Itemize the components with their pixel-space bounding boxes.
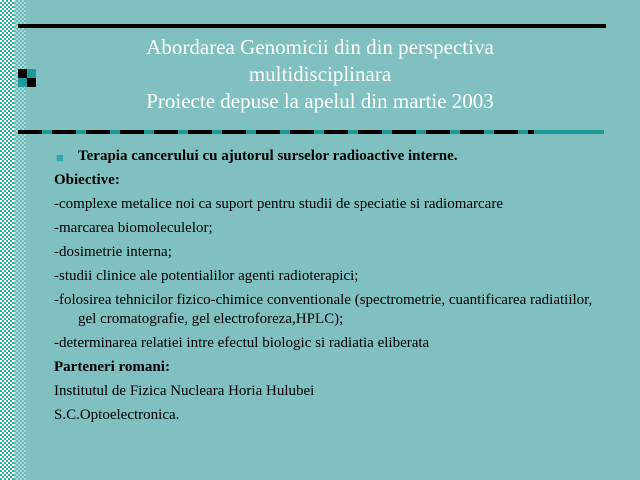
title-line-2: multidisciplinara bbox=[248, 62, 392, 86]
project-title-text: Terapia cancerului cu ajutorul surselor radioactive interne. bbox=[78, 148, 458, 164]
project-title bbox=[54, 147, 614, 166]
top-divider bbox=[18, 24, 606, 28]
objective-item: -dosimetrie interna; bbox=[54, 244, 172, 260]
title-line-3: Proiecte depuse la apelul din martie 2003 bbox=[146, 89, 494, 113]
partners-heading: Parteneri romani: bbox=[54, 359, 170, 375]
partner-item: S.C.Optoelectronica. bbox=[54, 407, 180, 423]
decor-square bbox=[27, 69, 36, 78]
slide-body bbox=[54, 147, 614, 430]
objective-item: -marcarea biomoleculelor; bbox=[54, 220, 213, 236]
partner-item: Institutul de Fizica Nucleara Horia Hulubei bbox=[54, 383, 315, 399]
objective-item: -folosirea tehnicilor fizico-chimice conventionale (spectrometrie, cuantificarea radiatiilor, gel cromatografie, gel electroforeza,HPLC); bbox=[54, 292, 593, 327]
objective-item: -complexe metalice noi ca suport pentru studii de speciatie si radiomarcare bbox=[54, 196, 503, 212]
objectives-heading: Obiective: bbox=[54, 172, 120, 188]
checker-strip bbox=[0, 0, 14, 480]
square-bullet-icon: ■ bbox=[56, 150, 64, 165]
decor-square bbox=[18, 78, 27, 87]
slide-title bbox=[40, 34, 600, 115]
objective-item: -studii clinice ale potentialilor agenti radioterapici; bbox=[54, 268, 359, 284]
bottom-divider bbox=[18, 130, 604, 134]
title-line-1: Abordarea Genomicii din din perspectiva bbox=[146, 35, 494, 59]
decor-square bbox=[18, 69, 27, 78]
decor-square bbox=[27, 78, 36, 87]
objective-item: -determinarea relatiei intre efectul biologic si radiatia eliberata bbox=[54, 335, 430, 351]
